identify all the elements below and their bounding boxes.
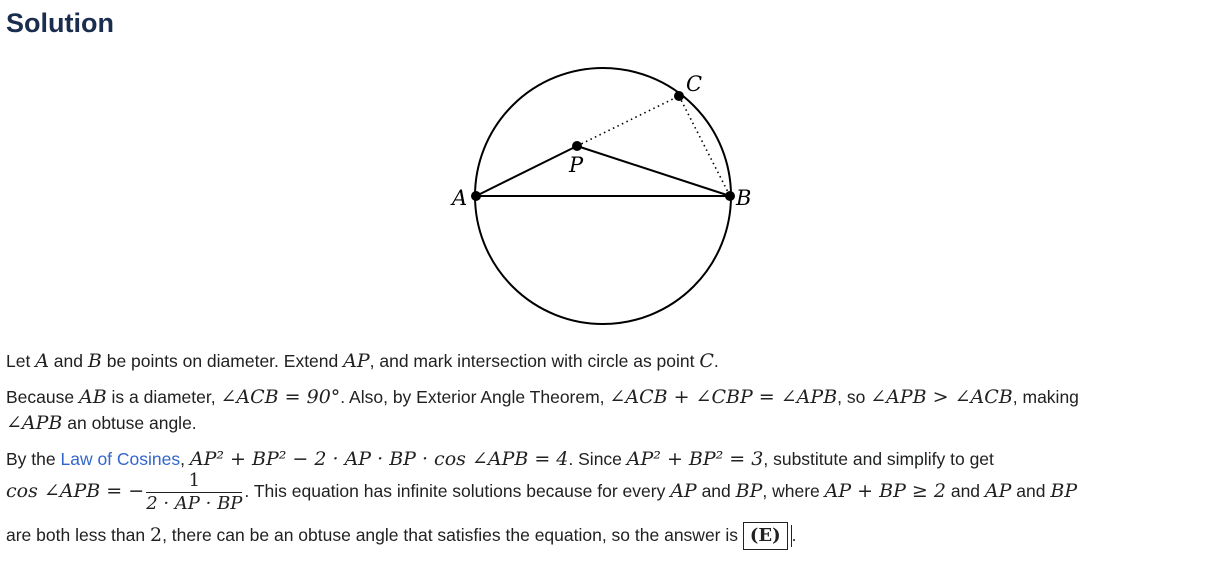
segment-pb: [577, 146, 730, 196]
paragraph-4: [6, 470, 1211, 515]
point-c: [674, 91, 684, 101]
text: Because: [6, 387, 79, 407]
text: be points on diameter. Extend: [101, 351, 344, 371]
point-p: [572, 141, 582, 151]
text: , so: [837, 387, 871, 407]
math: AB: [78, 386, 107, 408]
math: BP: [735, 480, 763, 503]
law-of-cosines-link[interactable]: Law of Cosines: [60, 449, 181, 469]
label-b: B: [736, 186, 752, 210]
text: By the: [6, 449, 61, 469]
fraction-denominator: 2 · AP · BP: [146, 493, 243, 514]
label-c: C: [686, 72, 703, 96]
text: ,: [180, 449, 190, 469]
math: cos ∠APB = −: [6, 480, 145, 503]
math: C: [699, 350, 714, 372]
math: AP + BP ≥ 2: [824, 480, 946, 503]
math: ∠APB > ∠ACB: [870, 386, 1013, 408]
math: ∠ACB = 90°: [220, 386, 341, 408]
math: AP² + BP² − 2 · AP · BP · cos ∠APB = 4: [189, 448, 569, 470]
math: A: [35, 350, 49, 372]
text: .: [791, 525, 797, 545]
text: Let: [6, 351, 36, 371]
paragraph-2: [6, 384, 1211, 436]
solution-heading: Solution: [6, 8, 114, 38]
text: , substitute and simplify to get: [763, 449, 994, 469]
geometry-figure: [440, 62, 770, 332]
text: , there can be an obtuse angle that satisfies the equation, so the answer is: [162, 525, 743, 545]
math: B: [87, 350, 102, 372]
text: is a diameter,: [106, 387, 221, 407]
math: BP: [1050, 480, 1078, 503]
text: and: [696, 481, 736, 502]
paragraph-1: [6, 348, 1211, 374]
label-p: P: [569, 153, 584, 177]
text: , making: [1012, 387, 1079, 407]
text: and: [48, 351, 88, 371]
circle-diagram: [440, 62, 770, 332]
math: AP: [670, 480, 697, 503]
math: AP: [984, 480, 1012, 503]
point-a: [471, 191, 481, 201]
answer-box: (E): [743, 522, 788, 550]
text: and: [945, 481, 985, 502]
fraction-numerator: 1: [146, 470, 242, 493]
paragraph-3: [6, 446, 1211, 472]
text: are both less than: [6, 525, 150, 545]
text: . Since: [568, 449, 627, 469]
text: . Also, by Exterior Angle Theorem,: [340, 387, 610, 407]
text: , where: [762, 481, 825, 502]
math: ∠ACB + ∠CBP = ∠APB: [609, 386, 838, 408]
text: .: [713, 351, 719, 371]
segment-ap: [476, 146, 577, 196]
paragraph-5: [6, 522, 1211, 550]
label-a: A: [452, 186, 468, 210]
point-b: [725, 191, 735, 201]
text: and: [1011, 481, 1051, 502]
fraction: [146, 470, 242, 515]
text: , and mark intersection with circle as point: [369, 351, 700, 371]
math: AP: [343, 350, 370, 372]
text: an obtuse angle.: [62, 413, 197, 433]
math: 2: [149, 524, 163, 546]
text: . This equation has infinite solutions because for every: [244, 481, 671, 502]
math: AP² + BP² = 3: [626, 448, 764, 470]
segment-pc-dotted: [577, 96, 679, 146]
math: ∠APB: [6, 412, 63, 434]
